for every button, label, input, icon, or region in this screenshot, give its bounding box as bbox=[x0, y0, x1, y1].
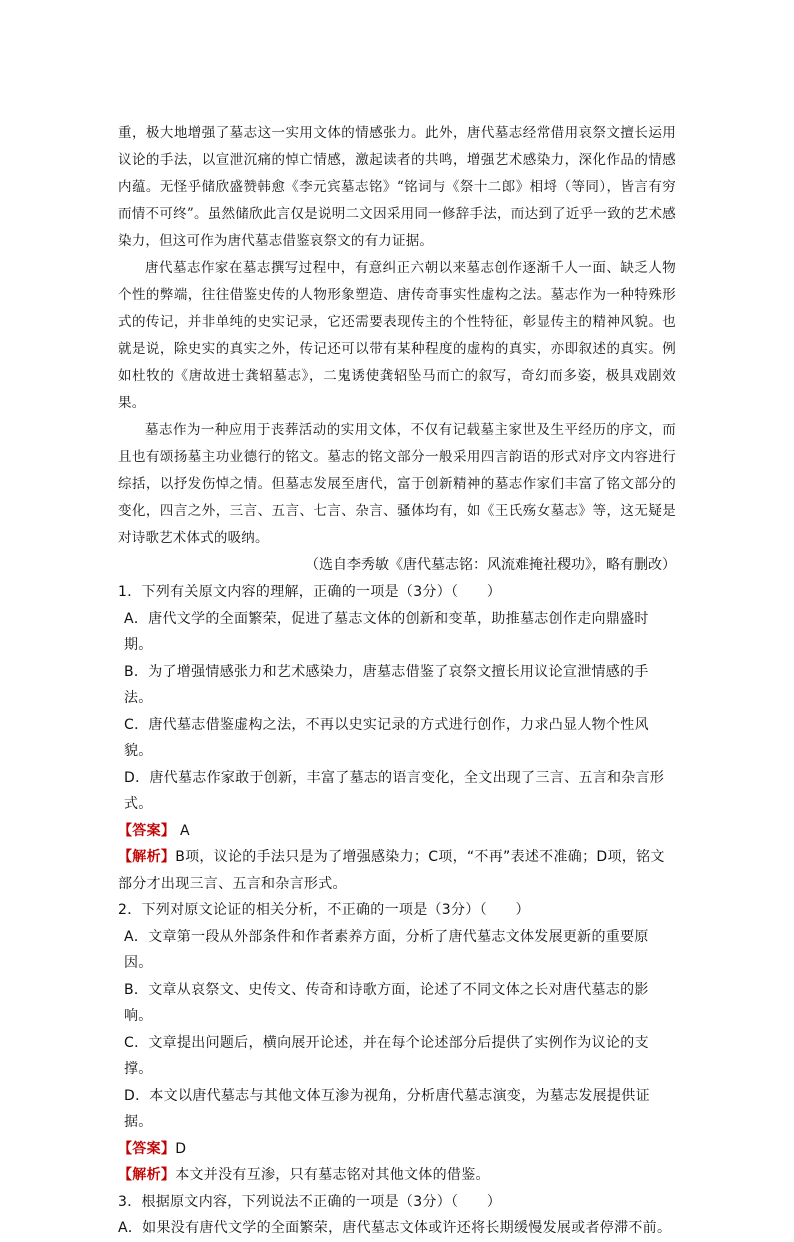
analysis-text: B项，议论的手法只是为了增强感染力；C项，“不再”表述不准确；D项，铭文部分才出现三言、五言和杂言形式。 bbox=[118, 849, 665, 892]
passage-paragraph-2: 唐代墓志作家在墓志撰写过程中，有意纠正六朝以来墓志创作逐渐千人一面、缺乏人物个性的弊端，往往借鉴史传的人物形象塑造、唐传奇事实性虚构之法。墓志作为一种特殊形式的传记，并非单纯的史实记录，它还需要表现传主的个性特征，彰显传主的精神风貌。也就是说，除史实的真实之外，传记还可以带有某种程度的虚构的真实，亦即叙述的真实。例如杜牧的《唐故进士龚轺墓志》，二鬼诱使龚轺坠马而亡的叙写，奇幻而多姿，极具戏剧效果。 bbox=[118, 260, 676, 411]
passage-source: （选自李秀敏《唐代墓志铭：风流难掩社稷功》，略有删改） bbox=[305, 557, 676, 573]
analysis-tag: 【解析】 bbox=[118, 1167, 176, 1183]
passage-paragraph-3: 墓志作为一种应用于丧葬活动的实用文体，不仅有记载墓主家世及生平经历的序文，而且也有颂扬墓主功业德行的铭文。墓志的铭文部分一般采用四言韵语的形式对序文内容进行综括，以抒发伤悼之情。但墓志发展至唐代，富于创新精神的墓志作家们丰富了铭文部分的变化，四言之外，三言、五言、七言、杂言、骚体均有，如《王氏殇女墓志》等，这无疑是对诗歌艺术体式的吸纳。 bbox=[118, 422, 676, 546]
option-a: A．唐代文学的全面繁荣，促进了墓志文体的创新和变革，助推墓志创作走向鼎盛时期。 bbox=[124, 610, 649, 653]
answer-value: A bbox=[179, 822, 190, 839]
analysis-line bbox=[118, 1162, 676, 1189]
question-2 bbox=[118, 897, 676, 1189]
option-b: B．为了增强情感张力和艺术感染力，唐墓志借鉴了哀祭文擅长用议论宣泄情感的手法。 bbox=[124, 663, 649, 706]
option-a: A．文章第一段从外部条件和作者素养方面，分析了唐代墓志文体发展更新的重要原因。 bbox=[124, 928, 649, 971]
option-a: A．如果没有唐代文学的全面繁荣，唐代墓志文体或许还将长期缓慢发展或者停滞不前。 bbox=[118, 1220, 672, 1236]
answer-line bbox=[118, 818, 676, 845]
document-page bbox=[118, 120, 676, 1242]
analysis-line bbox=[118, 844, 676, 897]
question-1 bbox=[118, 579, 676, 897]
answer-value: D bbox=[175, 1140, 187, 1157]
option-b: B．文章从哀祭文、史传文、传奇和诗歌方面，论述了不同文体之长对唐代墓志的影响。 bbox=[124, 981, 649, 1024]
option-c: C．文章提出问题后，横向展开论述，并在每个论述部分后提供了实例作为议论的支撑。 bbox=[124, 1034, 649, 1077]
analysis-tag: 【解析】 bbox=[118, 849, 176, 865]
analysis-text: 本文并没有互渗，只有墓志铭对其他文体的借鉴。 bbox=[175, 1167, 490, 1183]
passage-paragraph-1: 重，极大地增强了墓志这一实用文体的情感张力。此外，唐代墓志经常借用哀祭文擅长运用议论的手法，以宣泄沉痛的悼亡情感，激起读者的共鸣，增强艺术感染力，深化作品的情感内蕴。无怪乎储欣盛赞韩愈《李元宾墓志铭》“铭词与《祭十二郎》相埒（等同），皆言有穷而情不可终”。虽然储欣此言仅是说明二文因采用同一修辞手法，而达到了近乎一致的艺术感染力，但这可作为唐代墓志借鉴哀祭文的有力证据。 bbox=[118, 125, 676, 249]
option-c: C．唐代墓志借鉴虚构之法，不再以史实记录的方式进行创作，力求凸显人物个性风貌。 bbox=[124, 716, 649, 759]
question-3 bbox=[118, 1189, 676, 1242]
answer-tag: 【答案】 bbox=[118, 822, 176, 839]
question-stem: 2．下列对原文论证的相关分析，不正确的一项是（3分）（ ） bbox=[118, 902, 530, 918]
question-stem: 3．根据原文内容，下列说法不正确的一项是（3分）（ ） bbox=[118, 1193, 502, 1210]
option-d: D．本文以唐代墓志与其他文体互渗为视角，分析唐代墓志演变，为墓志发展提供证据。 bbox=[124, 1087, 650, 1130]
option-d: D．唐代墓志作家敢于创新，丰富了墓志的语言变化，全文出现了三言、五言和杂言形式。 bbox=[124, 769, 665, 812]
answer-tag: 【答案】 bbox=[118, 1140, 176, 1157]
answer-line bbox=[118, 1136, 676, 1163]
question-stem: 1．下列有关原文内容的理解，正确的一项是（3分）（ ） bbox=[118, 584, 502, 600]
